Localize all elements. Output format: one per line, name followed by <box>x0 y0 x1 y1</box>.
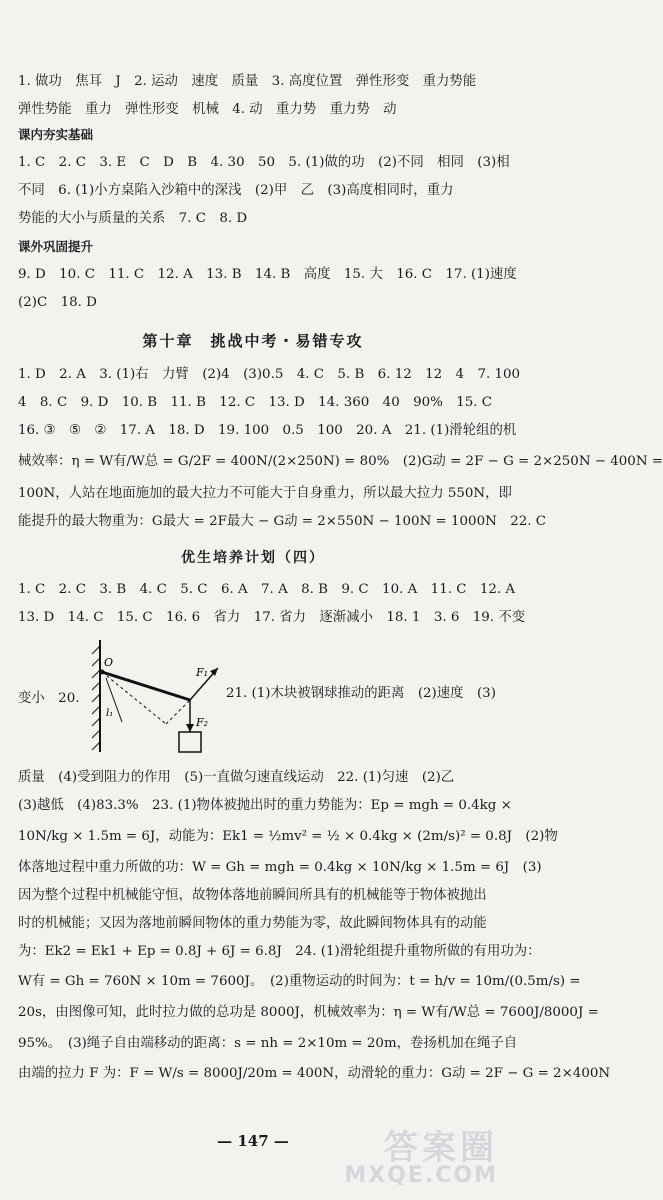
text-line: 13. D 14. C 15. C 16. 6 省力 17. 省力 逐渐减小 18. 1 3. 6 19. 不变 <box>18 610 526 625</box>
text-line: 21. (1)木块被钢球推动的距离 (2)速度 (3) <box>226 686 496 701</box>
plan-title: 优生培养计划（四） <box>181 550 325 566</box>
text-fragment: 变小 20. <box>18 691 80 706</box>
text-line: 弹性势能 重力 弹性形变 机械 4. 动 重力势 重力势 动 <box>18 102 397 117</box>
force-f1-label: F₁ <box>196 666 209 679</box>
text-line: 不同 6. (1)小方桌陷入沙箱中的深浅 (2)甲 乙 (3)高度相同时，重力 <box>18 183 454 198</box>
text-line: (2)C 18. D <box>18 295 97 310</box>
section-heading-basics: 课内夯实基础 <box>18 127 94 142</box>
page-number: — 147 — <box>217 1132 289 1150</box>
text-line: 1. C 2. C 3. B 4. C 5. C 6. A 7. A 8. B 9. C 10. A 11. C 12. A <box>18 582 516 597</box>
arm-l1-label: l₁ <box>106 708 114 719</box>
text-line: 4 8. C 9. D 10. B 11. B 12. C 13. D 14. 360 40 90% 15. C <box>18 395 493 410</box>
watermark-url: MXQE.COM <box>344 1163 498 1188</box>
text-line: 20s，由图像可知，此时拉力做的总功是 8000J，机械效率为：η = W有/W总 = 7600J/8000J = <box>18 1005 599 1020</box>
text-line: 16. ③ ⑤ ② 17. A 18. D 19. 100 0.5 100 20. A 21. (1)滑轮组的机 <box>18 423 517 438</box>
text-line: 势能的大小与质量的关系 7. C 8. D <box>18 211 248 226</box>
watermark-logo <box>344 1120 498 1188</box>
text-line: 体落地过程中重力所做的功：W = Gh = mgh = 0.4kg × 10N/kg × 1.5m = 6J (3) <box>18 860 542 875</box>
force-f2-label: F₂ <box>196 716 209 729</box>
text-line: 95%。 (3)绳子自由端移动的距离：s = nh = 2×10m = 20m，卷扬机加在绳子自 <box>18 1036 518 1051</box>
text-line: 时的机械能；又因为落地前瞬间物体的重力势能为零，故此瞬间物体具有的动能 <box>18 916 487 931</box>
text-line: 由端的拉力 F 为：F = W/s = 8000J/20m = 400N，动滑轮的重力：G动 = 2F − G = 2×400N <box>18 1066 611 1081</box>
text-line: W有 = Gh = 760N × 10m = 7600J。 (2)重物运动的时间为：t = h/v = 10m/(0.5m/s) = <box>18 974 581 989</box>
text-line: 械效率：η = W有/W总 = G/2F = 400N/(2×250N) = 80% (2)G动 = 2F − G = 2×250N − 400N = <box>18 454 663 469</box>
watermark-text: 答案圈 <box>384 1128 498 1168</box>
text-line: 1. C 2. C 3. E C D B 4. 30 50 5. (1)做的功 (2)不同 相同 (3)相 <box>18 155 510 170</box>
point-o-label: O <box>104 656 114 669</box>
chapter-title: 第十章 挑战中考・易错专攻 <box>142 332 364 350</box>
text-line: 因为整个过程中机械能守恒，故物体落地前瞬间所具有的机械能等于物体被抛出 <box>18 888 487 903</box>
text-line: (3)越低 (4)83.3% 23. (1)物体被抛出时的重力势能为：Ep = mgh = 0.4kg × <box>18 798 512 813</box>
text-line: 为：Ek2 = Ek1 + Ep = 0.8J + 6J = 6.8J 24. (1)滑轮组提升重物所做的有用功为： <box>18 944 541 959</box>
text-line: 10N/kg × 1.5m = 6J，动能为：Ek1 = ½mv² = ½ × 0.4kg × (2m/s)² = 0.8J (2)物 <box>18 829 558 844</box>
text-line: 质量 (4)受到阻力的作用 (5)一直做匀速直线运动 22. (1)匀速 (2)乙 <box>18 770 455 785</box>
text-line: 1. D 2. A 3. (1)右 力臂 (2)4 (3)0.5 4. C 5. B 6. 12 12 4 7. 100 <box>18 367 521 382</box>
lever-diagram <box>70 636 220 756</box>
section-heading-extension: 课外巩固提升 <box>18 239 94 254</box>
text-line: 9. D 10. C 11. C 12. A 13. B 14. B 高度 15. 大 16. C 17. (1)速度 <box>18 267 517 282</box>
text-line: 1. 做功 焦耳 J 2. 运动 速度 质量 3. 高度位置 弹性形变 重力势能 <box>18 74 477 89</box>
text-line: 100N，人站在地面施加的最大拉力不可能大于自身重力，所以最大拉力 550N，即 <box>18 486 512 501</box>
text-line: 能提升的最大物重为：G最大 = 2F最大 − G动 = 2×550N − 100N = 1000N 22. C <box>18 514 547 529</box>
